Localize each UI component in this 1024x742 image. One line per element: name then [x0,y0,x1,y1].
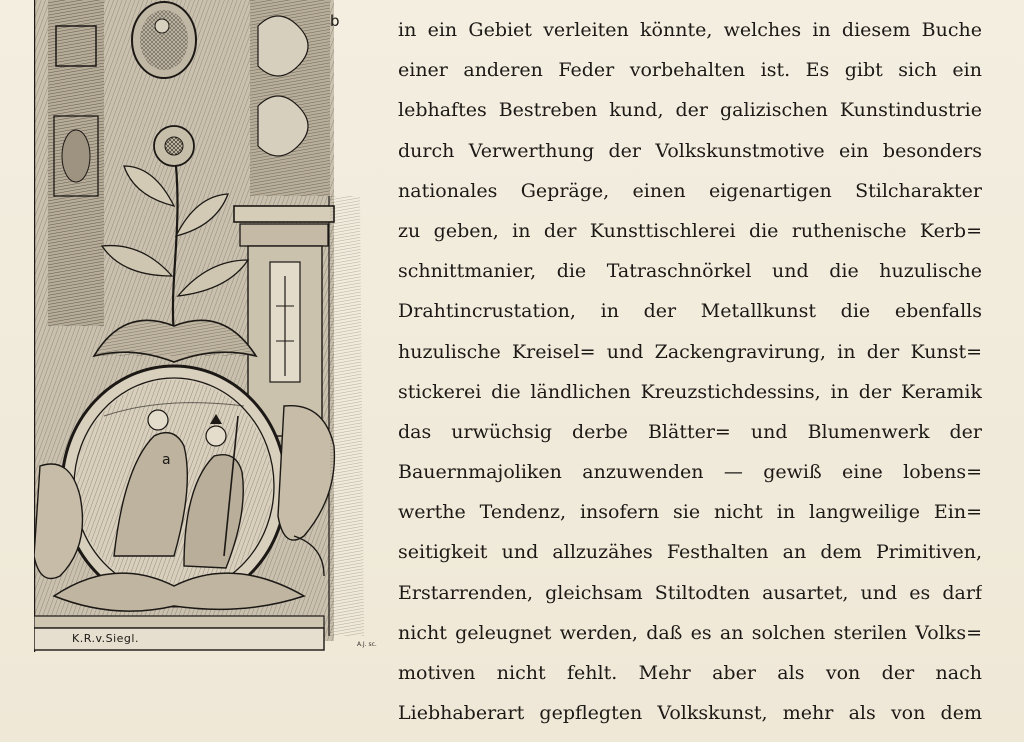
text-line: motiven nicht fehlt. Mehr aber als von der nach [398,662,982,684]
figure-label-a: a [162,452,171,468]
text-line: werthe Tendenz, insofern sie nicht in langweilige Ein= [398,501,982,524]
text-line: schnittmanier, die Tatraschnörkel und die huzulische [398,260,982,283]
engraver-mark: A.J. sc. [357,641,377,648]
artist-signature: K.R.v.Siegl. [72,632,139,645]
text-line: seitigkeit und allzuzähes Festhalten an dem Primitiven, [398,541,982,564]
text-line: einer anderen Feder vorbehalten ist. Es gibt sich ein [398,59,982,82]
text-line: lebhaftes Bestreben kund, der galizischen Kunstindustrie [398,99,982,122]
text-line: Bauernmajoliken anzuwenden — gewiß eine lobens= [398,461,982,484]
text-line: nationales Gepräge, einen eigenartigen Stilcharakter [398,179,982,202]
text-line: zu geben, in der Kunsttischlerei die ruthenische Kerb= [398,219,982,242]
text-line: Liebhaberart gepflegten Volkskunst, mehr als von dem [398,702,982,725]
text-line: Drahtincrustation, in der Metallkunst die ebenfalls [398,300,982,323]
engraving-illustration [34,0,370,656]
text-line: durch Verwerthung der Volkskunstmotive ein besonders [398,139,982,162]
text-line: stickerei die ländlichen Kreuzstichdessins, in der Keramik [398,380,982,403]
figure-label-b: b [330,12,340,30]
body-text [398,10,982,733]
text-line: das urwüchsig derbe Blätter= und Blumenwerk der [398,420,982,443]
text-line: huzulische Kreisel= und Zackengravirung, in der Kunst= [398,340,982,363]
text-line: nicht geleugnet werden, daß es an solchen sterilen Volks= [398,621,982,644]
ornamental-engraving [34,0,370,656]
text-line: in ein Gebiet verleiten könnte, welches in diesem Buche [398,19,982,41]
text-line: Erstarrenden, gleichsam Stiltodten ausartet, und es darf [398,581,982,604]
